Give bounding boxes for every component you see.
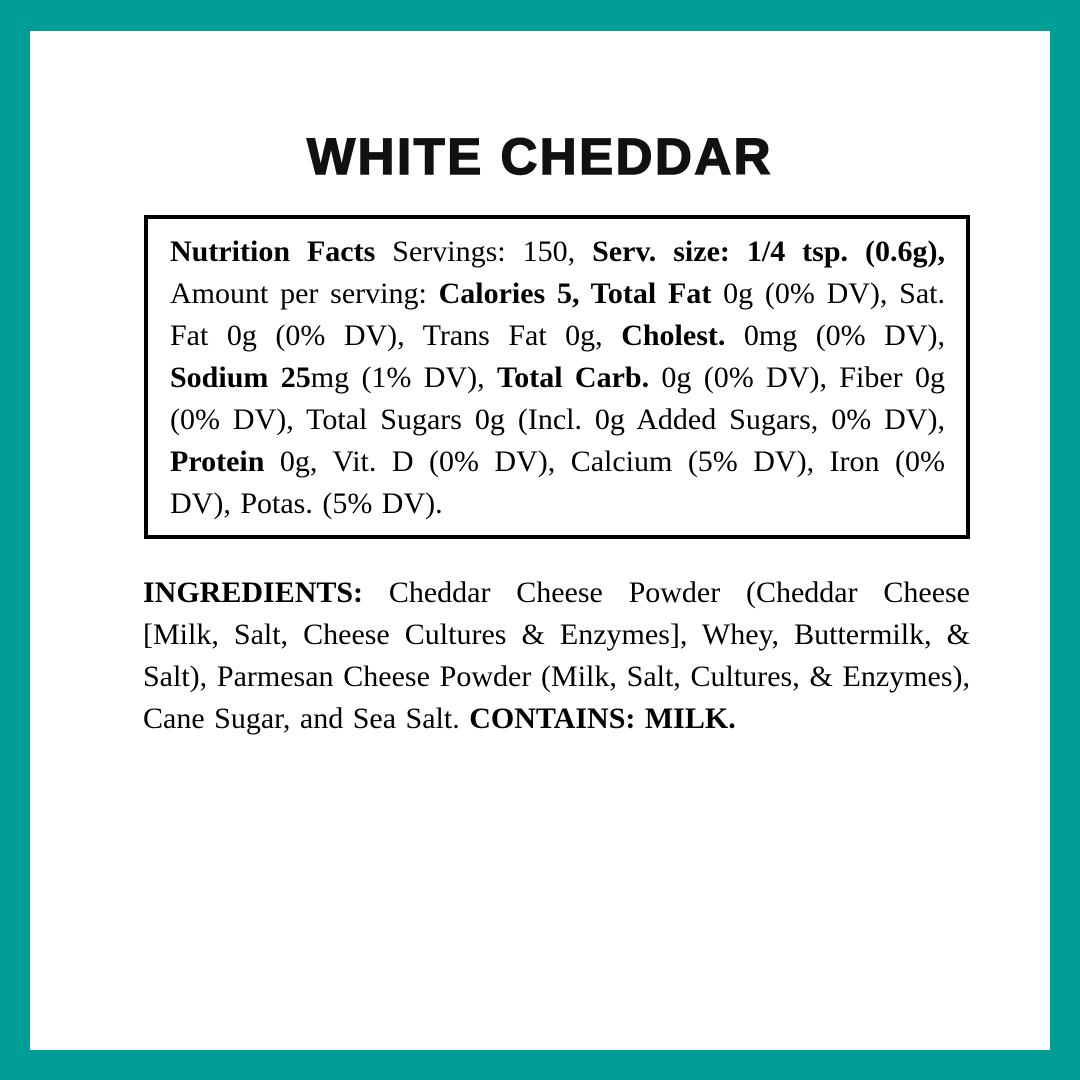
text-run-bold: CONTAINS: MILK. xyxy=(469,702,736,735)
text-run-bold: Nutrition Facts xyxy=(170,235,376,268)
text-run: Cheddar Cheese Powder (Cheddar Cheese [Milk, Salt, Cheese Cultures & Enzymes], Whey, Buttermilk, & Salt), Parmesan Cheese Powder (Milk, Salt, Cultures, & Enzymes), Cane Sugar, and Sea Salt. xyxy=(143,576,970,735)
product-title: WHITE CHEDDAR xyxy=(307,128,773,185)
text-run-bold: Total Carb. xyxy=(496,361,650,394)
label-background xyxy=(30,31,1050,1050)
text-run: 0mg (0% DV), xyxy=(725,319,945,352)
text-run-bold: INGREDIENTS: xyxy=(143,576,364,609)
text-run-bold: Protein xyxy=(170,445,265,478)
text-run: 0g (0% DV), Sat. Fat 0g (0% DV), Trans Fat 0g, xyxy=(170,277,945,352)
text-run: 0g (0% DV), Fiber 0g (0% DV), Total Sugars 0g (Incl. 0g Added Sugars, 0% DV), xyxy=(170,361,945,436)
text-run-bold: Cholest. xyxy=(621,319,726,352)
ingredients-text xyxy=(143,572,970,740)
text-run: Amount per serving: xyxy=(170,277,439,310)
text-run: Servings: 150, xyxy=(375,235,593,268)
text-run-bold: Sodium 25 xyxy=(170,361,311,394)
text-run-bold: Calories 5, Total Fat xyxy=(438,277,712,310)
text-run: mg (1% DV), xyxy=(310,361,497,394)
text-run-bold: Serv. size: 1/4 tsp. (0.6g), xyxy=(592,235,945,268)
nutrition-facts-panel xyxy=(144,215,970,539)
nutrition-facts-text xyxy=(170,231,945,525)
text-run: 0g, Vit. D (0% DV), Calcium (5% DV), Iron (0% DV), Potas. (5% DV). xyxy=(170,445,945,520)
